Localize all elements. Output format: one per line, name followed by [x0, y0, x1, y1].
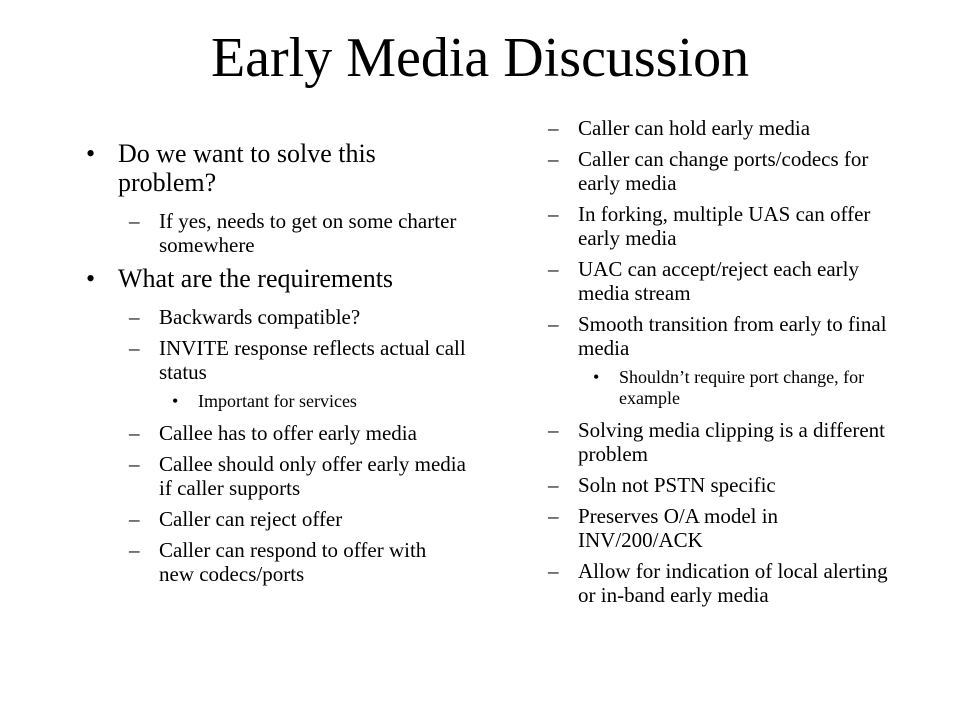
bullet-marker: • [593, 367, 600, 387]
sub-item-text: UAC can accept/reject each early media stream [578, 257, 859, 305]
sub-sub-item-text: Important for services [198, 391, 357, 411]
dash-marker: – [548, 312, 559, 336]
sub-item-text: INVITE response reflects actual call status [159, 336, 466, 384]
sub-item-text: If yes, needs to get on some charter somewhere [159, 209, 457, 257]
sub-sub-item [593, 367, 888, 409]
sub-item-text: Caller can change ports/codecs for early media [578, 147, 869, 195]
sub-item [548, 473, 888, 497]
sub-item [548, 116, 888, 140]
sub-item [129, 538, 466, 586]
sub-item-text: Caller can hold early media [578, 116, 811, 140]
dash-marker: – [548, 202, 559, 226]
sub-item-text: Caller can respond to offer with new codecs/ports [159, 538, 427, 586]
dash-marker: – [548, 418, 559, 442]
bullet-solve-problem [86, 139, 466, 197]
sub-item-text: Soln not PSTN specific [578, 473, 776, 497]
dash-marker: – [129, 452, 140, 476]
sub-item [548, 418, 888, 466]
sub-item [548, 559, 888, 607]
dash-marker: – [129, 209, 140, 233]
slide-title: Early Media Discussion [210, 27, 750, 89]
bullet-marker: • [86, 139, 96, 168]
dash-marker: – [548, 116, 559, 140]
sub-item [129, 507, 466, 531]
dash-marker: – [129, 305, 140, 329]
dash-marker: – [548, 504, 559, 528]
dash-marker: – [548, 257, 559, 281]
sub-item-text: Preserves O/A model in INV/200/ACK [578, 504, 779, 552]
sub-item-text: Callee should only offer early media if caller supports [159, 452, 466, 500]
left-column [86, 134, 466, 593]
dash-marker: – [129, 336, 140, 360]
dash-marker: – [548, 147, 559, 171]
bullet-marker: • [86, 264, 96, 293]
sub-sub-item [172, 391, 466, 412]
dash-marker: – [129, 507, 140, 531]
bullet-marker: • [172, 391, 179, 411]
dash-marker: – [548, 473, 559, 497]
sub-item-text: Smooth transition from early to final media [578, 312, 887, 360]
sub-item [129, 336, 466, 384]
sub-sub-item-text: Shouldn’t require port change, for example [619, 367, 865, 408]
dash-marker: – [548, 559, 559, 583]
sub-item [129, 421, 466, 445]
sub-item-text: In forking, multiple UAS can offer early media [578, 202, 871, 250]
sub-item [548, 312, 888, 360]
sub-item [129, 209, 466, 257]
sub-item [129, 305, 466, 329]
sub-item [548, 202, 888, 250]
sub-item-text: Solving media clipping is a different problem [578, 418, 885, 466]
sub-item [548, 504, 888, 552]
bullet-text: Do we want to solve this problem? [118, 139, 376, 197]
sub-item-text: Backwards compatible? [159, 305, 361, 329]
right-column [548, 116, 888, 614]
bullet-requirements [86, 264, 466, 293]
sub-item [129, 452, 466, 500]
sub-item [548, 257, 888, 305]
dash-marker: – [129, 421, 140, 445]
sub-item-text: Caller can reject offer [159, 507, 343, 531]
dash-marker: – [129, 538, 140, 562]
sub-item [548, 147, 888, 195]
bullet-text: What are the requirements [118, 264, 394, 293]
sub-item-text: Callee has to offer early media [159, 421, 417, 445]
sub-item-text: Allow for indication of local alerting or in-band early media [578, 559, 888, 607]
